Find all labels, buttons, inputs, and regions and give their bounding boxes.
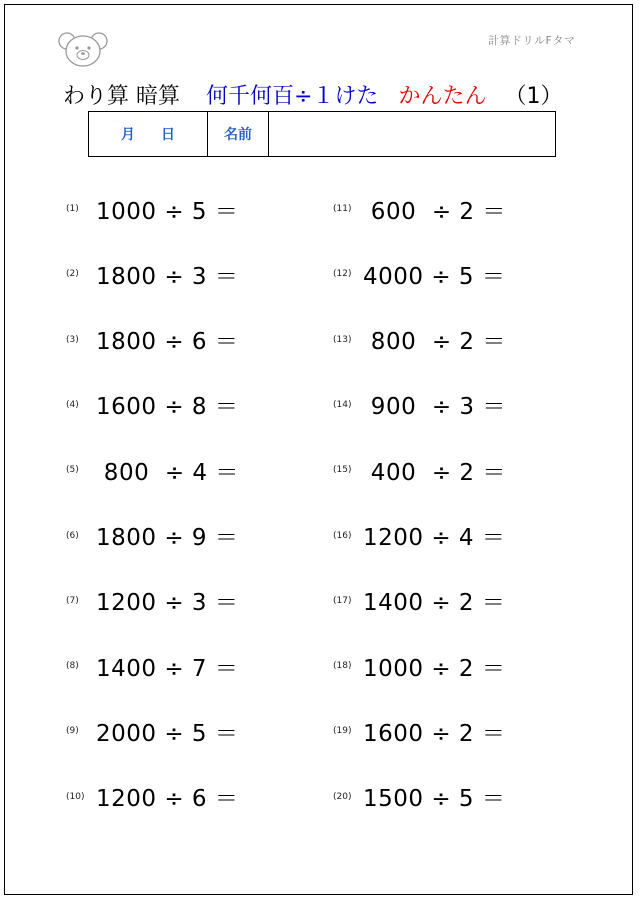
problem-item xyxy=(66,777,238,817)
problem-number: (14) xyxy=(333,399,352,410)
problem-item xyxy=(333,254,505,294)
problem-number: (15) xyxy=(333,465,352,476)
problem-item xyxy=(66,189,238,229)
problem-item xyxy=(333,581,505,621)
date-cell xyxy=(89,112,208,156)
name-field[interactable] xyxy=(269,112,555,156)
problem-expression: 800 ÷ 2 ＝ xyxy=(363,329,506,356)
problem-number: (13) xyxy=(333,334,352,345)
problem-number: (2) xyxy=(66,269,79,280)
problem-number: (11) xyxy=(333,204,352,214)
problem-number: (10) xyxy=(66,791,85,802)
problem-expression: 1200 ÷ 4 ＝ xyxy=(363,525,506,551)
problem-item xyxy=(333,189,506,229)
problem-expression: 2000 ÷ 5 ＝ xyxy=(96,720,239,747)
problem-expression: 900 ÷ 3 ＝ xyxy=(363,394,506,421)
problem-item xyxy=(333,450,506,490)
problem-number: (1) xyxy=(66,204,79,214)
title-number: （1） xyxy=(504,84,563,109)
problem-item xyxy=(66,450,239,490)
problem-number: (12) xyxy=(333,269,352,280)
problem-number: (5) xyxy=(66,465,79,476)
problem-number: (20) xyxy=(333,791,352,802)
problem-number: (3) xyxy=(66,334,79,345)
problem-number: (6) xyxy=(66,530,79,541)
problem-expression: 1800 ÷ 3 ＝ xyxy=(96,263,239,290)
problem-expression: 1400 ÷ 7 ＝ xyxy=(96,655,239,682)
problem-item xyxy=(333,320,506,360)
problem-expression: 600 ÷ 2 ＝ xyxy=(363,198,506,225)
problem-number: (17) xyxy=(333,595,352,606)
problem-expression: 400 ÷ 2 ＝ xyxy=(363,459,506,486)
problem-expression: 1200 ÷ 6 ＝ xyxy=(96,786,239,813)
problem-number: (16) xyxy=(333,530,352,541)
day-label: 日 xyxy=(161,127,175,143)
problem-expression: 1500 ÷ 5 ＝ xyxy=(363,786,506,813)
problem-expression: 1600 ÷ 8 ＝ xyxy=(96,394,239,421)
problem-number: (19) xyxy=(333,726,352,737)
title-level: かんたん xyxy=(398,84,487,109)
problem-item xyxy=(66,581,238,621)
problem-item xyxy=(66,646,238,686)
name-date-box xyxy=(88,111,556,157)
problem-item xyxy=(66,254,238,294)
bear-mascot-icon xyxy=(58,30,108,68)
problem-expression: 1000 ÷ 2 ＝ xyxy=(363,655,506,682)
problem-item xyxy=(333,385,506,425)
problem-item xyxy=(66,320,238,360)
title-subject: わり算 暗算 xyxy=(63,84,180,109)
brand-label: 計算ドリルFタマ xyxy=(488,34,576,47)
problem-number: (7) xyxy=(66,595,79,606)
worksheet-title xyxy=(63,79,562,110)
problem-number: (9) xyxy=(66,726,79,737)
problem-item xyxy=(66,385,238,425)
name-label: 名前 xyxy=(208,112,269,156)
problem-item xyxy=(333,646,505,686)
problem-number: (8) xyxy=(66,661,79,672)
problem-number: (4) xyxy=(66,399,79,410)
problem-expression: 1800 ÷ 9 ＝ xyxy=(96,525,239,551)
problem-item xyxy=(333,777,505,817)
problem-item xyxy=(333,516,505,556)
title-topic: 何千何百÷１けた xyxy=(206,84,379,109)
month-label: 月 xyxy=(121,127,135,143)
problem-expression: 1600 ÷ 2 ＝ xyxy=(363,720,506,747)
problem-expression: 1000 ÷ 5 ＝ xyxy=(96,198,239,225)
problem-expression: 4000 ÷ 5 ＝ xyxy=(363,263,506,290)
problem-expression: 1400 ÷ 2 ＝ xyxy=(363,590,506,617)
problem-expression: 1200 ÷ 3 ＝ xyxy=(96,590,239,617)
problem-item xyxy=(66,516,238,556)
problem-item xyxy=(333,711,505,751)
problem-expression: 1800 ÷ 6 ＝ xyxy=(96,329,239,356)
problem-number: (18) xyxy=(333,661,352,672)
problem-expression: 800 ÷ 4 ＝ xyxy=(96,459,239,486)
problem-item xyxy=(66,711,238,751)
